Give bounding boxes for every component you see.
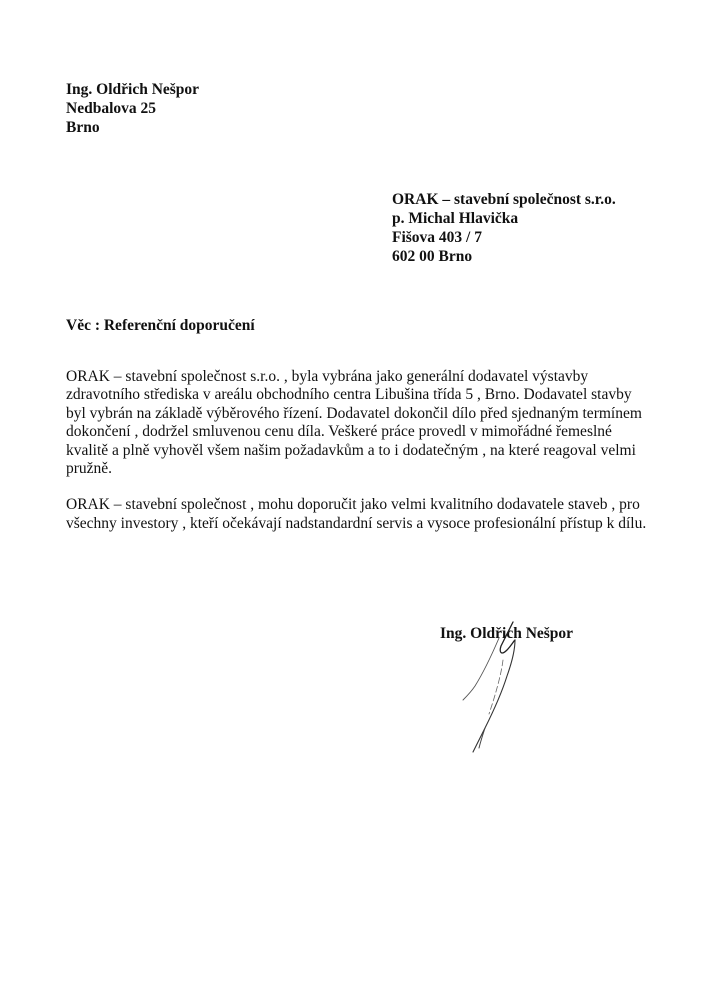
body-line: ORAK – stavební společnost , mohu doporučit jako velmi kvalitního dodavatele staveb , pro xyxy=(66,496,640,514)
recipient-company: ORAK – stavební společnost s.r.o. xyxy=(392,191,616,208)
handwritten-signature xyxy=(455,616,535,766)
sender-name: Ing. Oldřich Nešpor xyxy=(66,81,200,98)
body-line: ORAK – stavební společnost s.r.o. , byla vybrána jako generální dodavatel výstavby xyxy=(66,368,589,385)
body-paragraph-1 xyxy=(66,368,676,478)
body-line: dokončení , dodržel smluvenou cenu díla. Veškeré práce provedl v mimořádné řemeslné xyxy=(66,423,612,441)
body-line: byl vybrán na základě výběrového řízení. Dodavatel dokončil dílo před sjednaným termínem xyxy=(66,404,642,422)
letter-subject: Věc : Referenční doporučení xyxy=(66,317,255,334)
body-line: zdravotního střediska v areálu obchodního centra Libušina třída 5 , Brno. Dodavatel stavby xyxy=(66,386,632,404)
sender-street: Nedbalova 25 xyxy=(66,100,156,117)
recipient-street: Fišova 403 / 7 xyxy=(392,229,482,246)
body-line: všechny investory , kteří očekávají nadstandardní servis a vysoce profesionální přístup k dílu. xyxy=(66,514,647,532)
sender-city: Brno xyxy=(66,119,100,136)
sender-address xyxy=(66,80,199,137)
body-paragraph-2 xyxy=(66,496,676,533)
recipient-contact: p. Michal Hlavička xyxy=(392,210,519,227)
body-line: kvalitě a plně vyhověl všem našim požadavkům a to i dodatečným , na které reagoval velmi xyxy=(66,441,636,459)
recipient-address xyxy=(392,190,616,266)
signer-name: Ing. Oldřich Nešpor xyxy=(440,625,574,642)
letter-body xyxy=(66,368,676,533)
body-line: pružně. xyxy=(66,460,113,478)
recipient-city: 602 00 Brno xyxy=(392,248,473,265)
